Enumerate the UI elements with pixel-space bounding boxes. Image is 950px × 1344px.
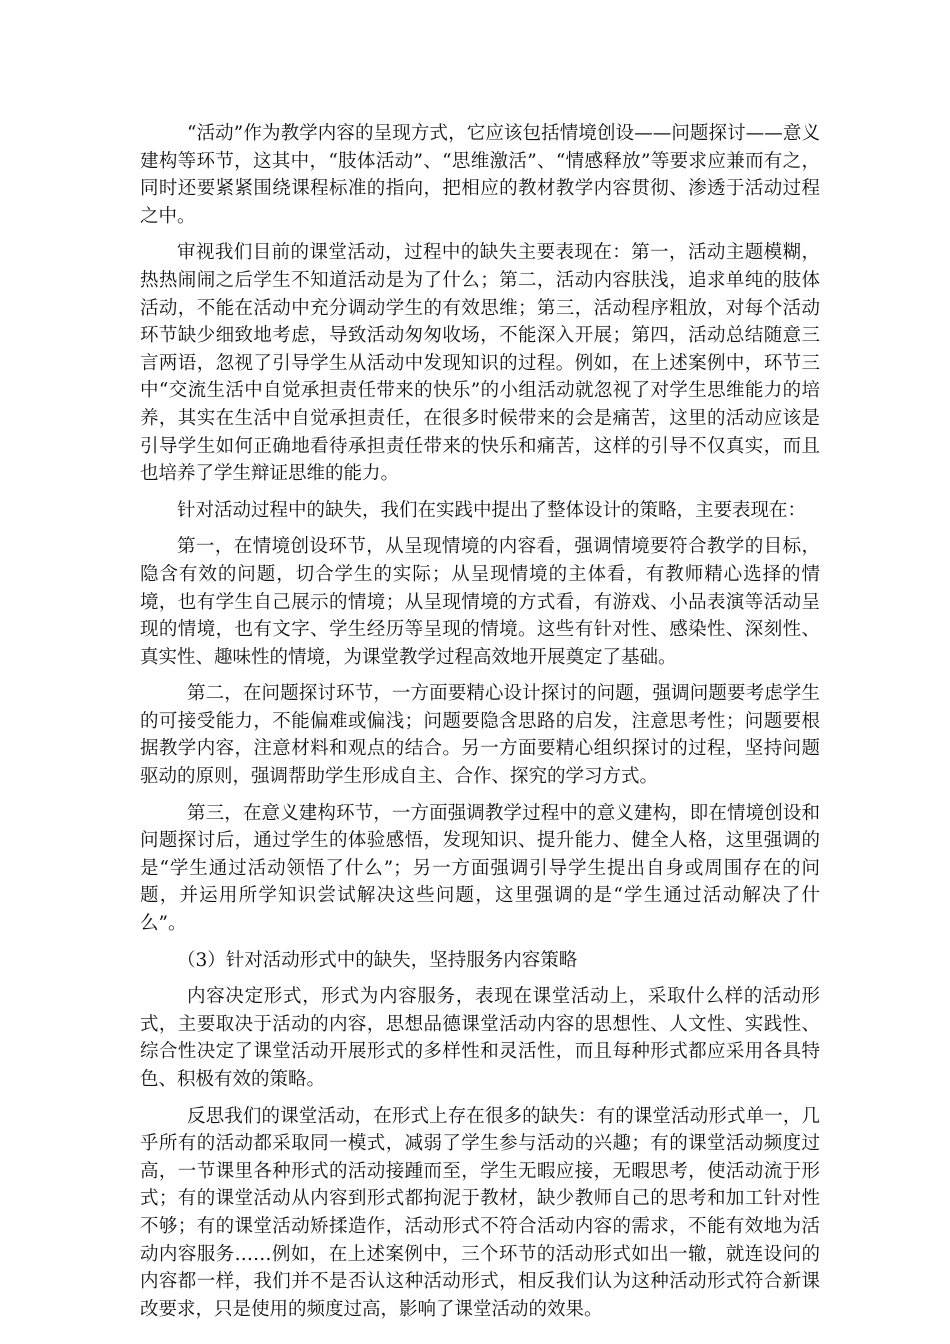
paragraph-activity-definition: “活动”作为教学内容的呈现方式，它应该包括情境创设——问题探讨——意义建构等环节，这其中，“肢体活动”、“思维激活”、“情感释放”等要求应兼而有之，同时还要紧紧围绕课程标准的指向，把相应的教材教学内容贯彻、渗透于活动过程之中。 [140,123,820,227]
paragraph-reflection-on-form: 反思我们的课堂活动，在形式上存在很多的缺失：有的课堂活动形式单一，几乎所有的活动都采取同一模式，减弱了学生参与活动的兴趣；有的课堂活动频度过高，一节课里各种形式的活动接踵而至，学生无暇应接，无暇思考，使活动流于形式；有的课堂活动从内容到形式都拘泥于教材，缺少教师自己的思考和加工针对性不够；有的课堂活动矫揉造作，活动形式不符合活动内容的需求，不能有效地为活动内容服务……例如，在上述案例中，三个环节的活动形式如出一辙，就连设问的内容都一样，我们并不是否认这种活动形式，相反我们认为这种活动形式符合新课改要求，只是使用的频度过高，影响了课堂活动的效果。 [140,1105,820,1320]
paragraph-overall-design-strategy: 针对活动过程中的缺失，我们在实践中提出了整体设计的策略，主要表现在： [177,499,807,521]
document-body [140,120,820,1332]
paragraph-problem-exploration: 第二，在问题探讨环节，一方面要精心设计探讨的问题，强调问题要考虑学生的可接受能力，不能偏难或偏浅；问题要隐含思路的启发，注意思考性；问题要根据教学内容，注意材料和观点的结合。另一方面要精心组织探讨的过程，坚持问题驱动的原则，强调帮助学生形成自主、合作、探究的学习方式。 [140,683,820,788]
section-heading-form-strategy: （3）针对活动形式中的缺失，坚持服务内容策略 [177,949,578,971]
paragraph-content-determines-form: 内容决定形式，形式为内容服务，表现在课堂活动上，采取什么样的活动形式，主要取决于活动的内容，思想品德课堂活动内容的思想性、人文性、实践性、综合性决定了课堂活动开展形式的多样性和灵活性，而且每种形式都应采用各具特色、积极有效的策略。 [140,986,820,1090]
paragraph-situation-creation: 第一，在情境创设环节，从呈现情境的内容看，强调情境要符合教学的目标，隐含有效的问题，切合学生的实际；从呈现情境的主体看，有教师精心选择的情境，也有学生自己展示的情境；从呈现情境的方式看，有游戏、小品表演等活动呈现的情境，也有文字、学生经历等呈现的情境。这些有针对性、感染性、深刻性、真实性、趣味性的情境，为课堂教学过程高效地开展奠定了基础。 [140,536,820,668]
paragraph-meaning-construction: 第三，在意义建构环节，一方面强调教学过程中的意义建构，即在情境创设和问题探讨后，通过学生的体验感悟，发现知识、提升能力、健全人格，这里强调的是“学生通过活动领悟了什么”；另一方面强调引导学生提出自身或周围存在的问题，并运用所学知识尝试解决这些问题，这里强调的是“学生通过活动解决了什么”。 [140,802,820,935]
paragraph-current-deficiencies: 审视我们目前的课堂活动，过程中的缺失主要表现在：第一，活动主题模糊，热热闹闹之后学生不知道活动是为了什么；第二，活动内容肤浅，追求单纯的肢体活动，不能在活动中充分调动学生的有效思维；第三，活动程序粗放，对每个活动环节缺少细致地考虑，导致活动匆匆收场，不能深入开展；第四，活动总结随意三言两语，忽视了引导学生从活动中发现知识的过程。例如，在上述案例中，环节三中“交流生活中自觉承担责任带来的快乐”的小组活动就忽视了对学生思维能力的培养，其实在生活中自觉承担责任，在很多时候带来的会是痛苦，这里的活动应该是引导学生如何正确地看待承担责任带来的快乐和痛苦，这样的引导不仅真实，而且也培养了学生辩证思维的能力。 [140,242,820,485]
